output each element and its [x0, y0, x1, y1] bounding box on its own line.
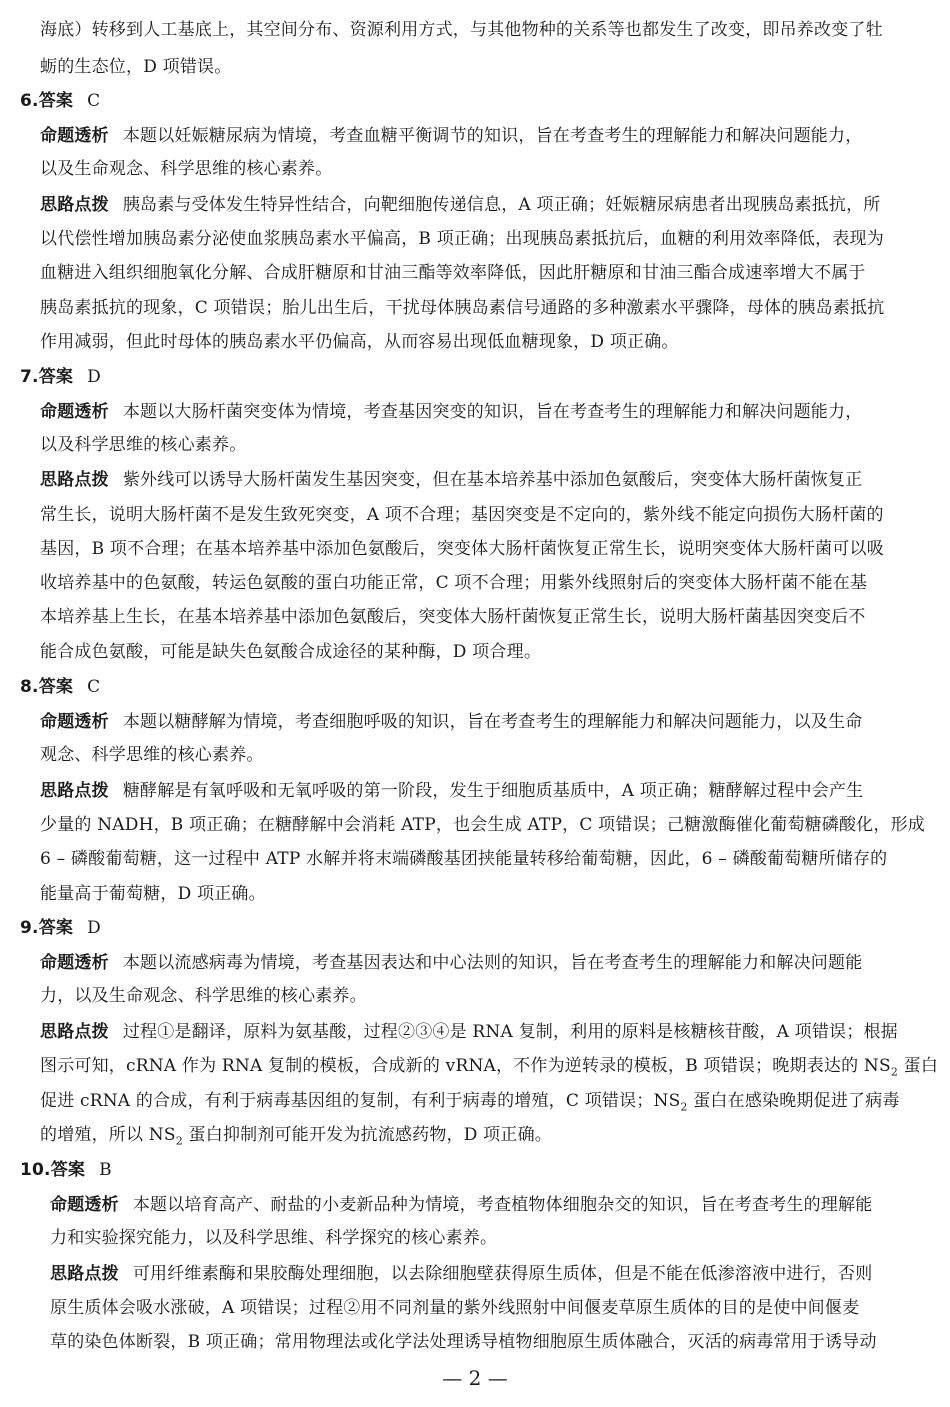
hint-text: 图示可知，cRNA 作为 RNA 复制的模板，合成新的 vRNA，不作为逆转录的模板，B 项错误；晚期表达的 NS [40, 1056, 891, 1076]
hint-line: 基因，B 项不合理；在基本培养基中添加色氨酸后，突变体大肠杆菌恢复正常生长，说明突变体大肠杆菌可以吸 [40, 539, 884, 559]
answer-line [20, 365, 101, 389]
analysis-line [40, 124, 862, 148]
analysis-line: 以及科学思维的核心素养。 [40, 435, 247, 455]
analysis-line: 力和实验探究能力，以及科学思维、科学探究的核心素养。 [50, 1228, 498, 1248]
hint-line: 少量的 NADH，B 项正确；在糖酵解中会消耗 ATP，也会生成 ATP，C 项错误；己糖激酶催化葡萄糖磷酸化，形成 [40, 815, 925, 835]
analysis-line [50, 1193, 872, 1217]
answer-line [20, 675, 100, 699]
analysis-text: 本题以培育高产、耐盐的小麦新品种为情境，考查植物体细胞杂交的知识，旨在考查考生的理解能 [132, 1195, 873, 1215]
analysis-line [40, 710, 862, 734]
intro-line: 海底）转移到人工基底上，其空间分布、资源利用方式，与其他物种的关系等也都发生了改变，即吊养改变了牡 [40, 20, 883, 40]
answer-value: D [87, 918, 101, 938]
hint-text: 紫外线可以诱导大肠杆菌发生基因突变，但在基本培养基中添加色氨酸后，突变体大肠杆菌恢复正 [122, 470, 863, 490]
subscript: 2 [680, 1100, 688, 1114]
answer-label: 答案 [38, 918, 74, 938]
hint-text: 胰岛素与受体发生特异性结合，向靶细胞传递信息，A 项正确；妊娠糖尿病患者出现胰岛素抵抗，所 [122, 195, 881, 215]
hint-line [40, 1020, 898, 1044]
answer-label: 答案 [38, 677, 74, 697]
hint-line [40, 779, 863, 803]
subscript: 2 [175, 1134, 183, 1148]
hint-text: 可用纤维素酶和果胶酶处理细胞，以去除细胞壁获得原生质体，但是不能在低渗溶液中进行，否则 [132, 1264, 873, 1284]
answer-line [20, 1158, 112, 1182]
hint-line: 6 – 磷酸葡萄糖，这一过程中 ATP 水解并将末端磷酸基团挟能量转移给葡萄糖，因此，6 – 磷酸葡萄糖所储存的 [40, 849, 888, 869]
page-number: — 2 — [442, 1366, 508, 1390]
hint-text: 蛋白在感染晚期促进了病毒 [693, 1091, 900, 1111]
answer-value: D [87, 367, 101, 387]
answer-line [20, 916, 101, 940]
hint-line: 以代偿性增加胰岛素分泌使血浆胰岛素水平偏高，B 项正确；出现胰岛素抵抗后，血糖的利用效率降低，表现为 [40, 229, 884, 249]
hint-text: 蛋白抑制剂可能开发为抗流感药物，D 项正确。 [188, 1125, 552, 1145]
intro-line: 蛎的生态位，D 项错误。 [40, 57, 232, 77]
analysis-text: 本题以妊娠糖尿病为情境，考查血糖平衡调节的知识，旨在考查考生的理解能力和解决问题能力， [122, 126, 863, 146]
analysis-text: 本题以大肠杆菌突变体为情境，考查基因突变的知识，旨在考查考生的理解能力和解决问题能力， [122, 402, 863, 422]
hint-line: 作用减弱，但此时母体的胰岛素水平仍偏高，从而容易出现低血糖现象，D 项正确。 [40, 332, 679, 352]
hint-line: 本培养基上生长，在基本培养基中添加色氨酸后，突变体大肠杆菌恢复正常生长，说明大肠杆菌基因突变后不 [40, 607, 866, 627]
answer-label: 答案 [38, 367, 74, 387]
answer-label: 答案 [50, 1160, 86, 1180]
answer-line [20, 89, 100, 113]
analysis-line [40, 400, 862, 424]
analysis-label: 命题透析 [50, 1195, 119, 1215]
analysis-text: 本题以糖酵解为情境，考查细胞呼吸的知识，旨在考查考生的理解能力和解决问题能力，以及生命 [122, 712, 863, 732]
answer-value: C [87, 677, 101, 697]
hint-line: 收培养基中的色氨酸，转运色氨酸的蛋白功能正常，C 项不合理；用紫外线照射后的突变体大肠杆菌不能在基 [40, 573, 868, 593]
hint-line: 常生长，说明大肠杆菌不是发生致死突变，A 项不合理；基因突变是不定向的，紫外线不能定向损伤大肠杆菌的 [40, 505, 884, 525]
analysis-line [40, 951, 862, 975]
subscript: 2 [890, 1065, 899, 1079]
answer-value: C [87, 91, 101, 111]
hint-line [50, 1262, 872, 1286]
answer-value: B [99, 1160, 112, 1180]
analysis-line: 观念、科学思维的核心素养。 [40, 745, 264, 765]
hint-line [40, 468, 862, 492]
hint-label: 思路点拨 [40, 1022, 109, 1042]
hint-text: 糖酵解是有氧呼吸和无氧呼吸的第一阶段，发生于细胞质基质中，A 项正确；糖酵解过程中会产生 [122, 781, 864, 801]
answer-label: 答案 [38, 91, 74, 111]
hint-line [40, 1054, 938, 1078]
hint-line: 胰岛素抵抗的现象，C 项错误；胎儿出生后，干扰母体胰岛素信号通路的多种激素水平骤降，母体的胰岛素抵抗 [40, 298, 885, 318]
analysis-line: 力，以及生命观念、科学思维的核心素养。 [40, 986, 367, 1006]
analysis-label: 命题透析 [40, 953, 109, 973]
hint-line: 血糖进入组织细胞氧化分解、合成肝糖原和甘油三酯等效率降低，因此肝糖原和甘油三酯合成速率增大不属于 [40, 263, 866, 283]
hint-text: 的增殖，所以 NS [40, 1125, 176, 1145]
hint-line: 原生质体会吸水涨破，A 项错误；过程②用不同剂量的紫外线照射中间偃麦草原生质体的目的是使中间偃麦 [50, 1298, 860, 1318]
hint-text: 蛋白 [903, 1056, 939, 1076]
question-number: 6. [20, 91, 39, 111]
hint-line [40, 193, 881, 217]
hint-line [40, 1089, 900, 1113]
hint-line [40, 1123, 552, 1147]
question-number: 9. [20, 918, 39, 938]
analysis-line: 以及生命观念、科学思维的核心素养。 [40, 159, 333, 179]
question-number: 8. [20, 677, 39, 697]
analysis-label: 命题透析 [40, 126, 109, 146]
hint-label: 思路点拨 [50, 1264, 119, 1284]
hint-text: 促进 cRNA 的合成，有利于病毒基因组的复制，有利于病毒的增殖，C 项错误；NS [40, 1091, 681, 1111]
analysis-text: 本题以流感病毒为情境，考查基因表达和中心法则的知识，旨在考查考生的理解能力和解决问题能 [122, 953, 863, 973]
hint-line: 草的染色体断裂，B 项正确；常用物理法或化学法处理诱导植物细胞原生质体融合，灭活的病毒常用于诱导动 [50, 1332, 877, 1352]
hint-label: 思路点拨 [40, 781, 109, 801]
analysis-label: 命题透析 [40, 712, 109, 732]
hint-line: 能量高于葡萄糖，D 项正确。 [40, 884, 266, 904]
hint-label: 思路点拨 [40, 470, 109, 490]
analysis-label: 命题透析 [40, 402, 109, 422]
hint-text: 过程①是翻译，原料为氨基酸，过程②③④是 RNA 复制，利用的原料是核糖核苷酸，A 项错误；根据 [122, 1022, 898, 1042]
question-number: 10. [20, 1160, 51, 1180]
question-number: 7. [20, 367, 39, 387]
hint-label: 思路点拨 [40, 195, 109, 215]
hint-line: 能合成色氨酸，可能是缺失色氨酸合成途径的某种酶，D 项合理。 [40, 642, 542, 662]
